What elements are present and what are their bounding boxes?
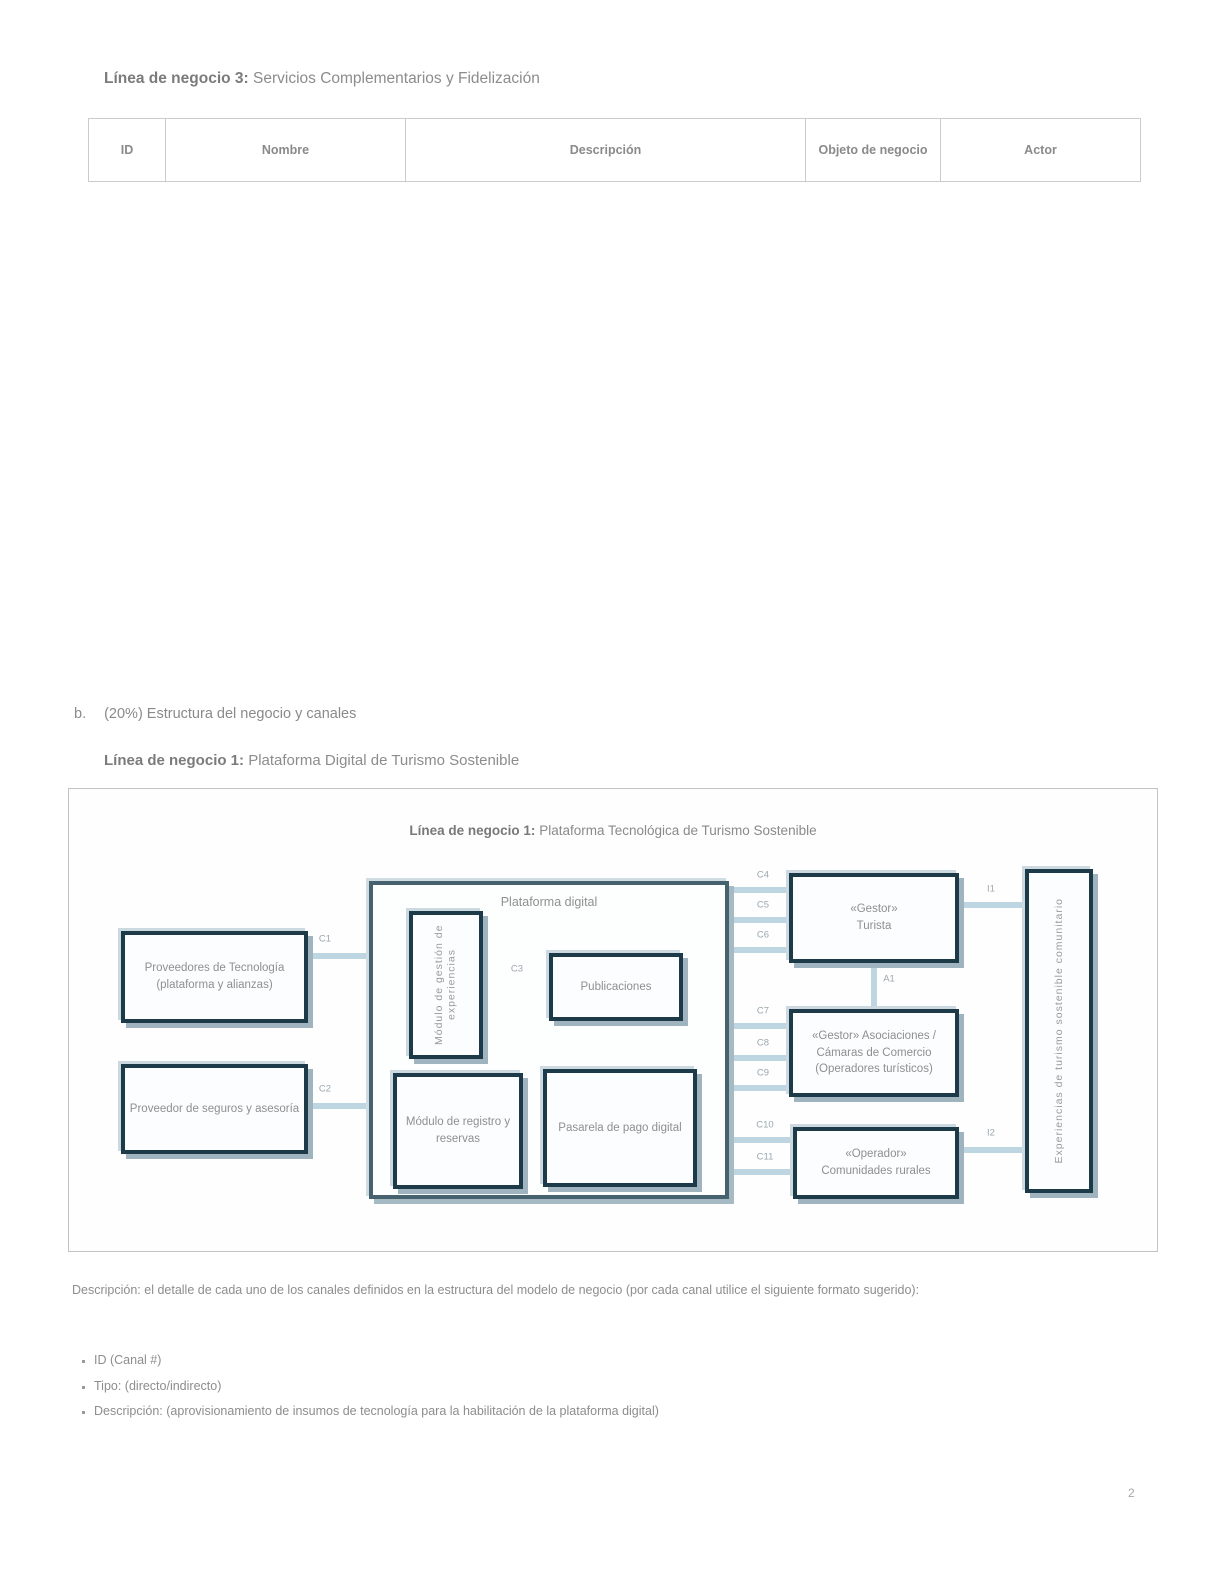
bullet-item: ▪ Tipo: (directo/indirecto) [94,1374,659,1400]
diagram-box-associations: «Gestor» Asociaciones / Cámaras de Comercio (Operadores turísticos) [789,1009,959,1097]
connector-line [729,1169,793,1175]
diagram-platform-container [369,881,729,1199]
page-title-bold: Línea de negocio 3: [104,70,249,87]
diagram-box-publications: Publicaciones [549,953,683,1021]
diagram-box-experience-module [409,911,483,1059]
footer-bullet-list [76,1348,659,1425]
section-heading [74,706,356,722]
experiences-label: Experiencias de turismo sostenible comunitario [1052,898,1065,1164]
connector-line [729,1023,789,1029]
connector-label: C5 [756,899,770,911]
connector-label: C3 [510,963,524,975]
connector-line [959,902,1025,908]
bullet-item: ▪ ID (Canal #) [94,1348,659,1374]
experience-module-label: Módulo de gestión de experiencias [433,924,458,1046]
connector-line [308,953,369,959]
connector-label: C10 [756,1119,774,1131]
column-header: Objeto de negocio [806,119,941,182]
platform-label: Plataforma digital [500,895,598,909]
footer-description: Descripción: el detalle de cada uno de los canales definidos en la estructura del modelo de negocio (por cada canal utilice el siguiente formato sugerido): [72,1283,920,1297]
connector-label: I1 [987,883,995,895]
column-header: Descripción [406,119,806,182]
column-header: Nombre [166,119,406,182]
connector-line [959,1147,1025,1153]
connector-label: C6 [756,929,770,941]
subtitle-bold: Línea de negocio 1: [104,752,245,769]
column-header: Actor [941,119,1141,182]
diagram-box-tourist [789,873,959,963]
connector-label: C9 [756,1067,770,1079]
communities-name: Comunidades rurales [821,1165,931,1177]
communities-tag: «Operador» [845,1148,907,1161]
connector-label: C11 [756,1151,774,1163]
diagram-frame [68,788,1158,1252]
connector-line [729,947,789,953]
business-line-subtitle [104,752,519,769]
connector-line [308,1103,369,1109]
page-title-rest: Servicios Complementarios y Fidelización [248,70,540,87]
diagram-box-experiences [1025,869,1093,1193]
diagram-title [69,823,1157,838]
connector-label: I2 [987,1127,995,1139]
tourist-name: Turista [856,920,892,932]
column-header: ID [89,119,166,182]
diagram-title-bold: Línea de negocio 1: [409,823,536,838]
subtitle-rest: Plataforma Digital de Turismo Sostenible [244,752,520,769]
connector-line [729,1085,789,1091]
connector-line [871,963,877,1009]
connector-label: C8 [756,1037,770,1049]
page-title [104,70,540,88]
connector-line [729,917,789,923]
page-number: 2 [1128,1486,1135,1500]
connector-line [729,1055,789,1061]
diagram-box-service-providers: Proveedor de seguros y asesoría [121,1064,308,1154]
connector-label: C1 [318,933,332,945]
diagram-box-payment: Pasarela de pago digital [543,1069,697,1187]
connector-label: C7 [756,1005,770,1017]
diagram-box-tech-providers: Proveedores de Tecnología (plataforma y alianzas) [121,931,308,1023]
connector-label: C2 [318,1083,332,1095]
connector-label: A1 [883,973,895,985]
diagram-box-communities [793,1127,959,1199]
connector-label: C4 [756,869,770,881]
table-header-row [89,119,1141,182]
diagram-box-registry: Módulo de registro y reservas [393,1073,523,1189]
diagram-title-rest: Plataforma Tecnológica de Turismo Sostenible [535,823,817,838]
section-heading-prefix: b. [74,706,87,722]
bullet-item: ▪ Descripción: (aprovisionamiento de insumos de tecnología para la habilitación de la plataforma digital) [94,1399,659,1425]
section-heading-text: (20%) Estructura del negocio y canales [104,706,357,722]
services-table [88,118,1141,182]
connector-line [729,1137,793,1143]
connector-line [729,887,789,893]
tourist-tag: «Gestor» [850,903,898,916]
